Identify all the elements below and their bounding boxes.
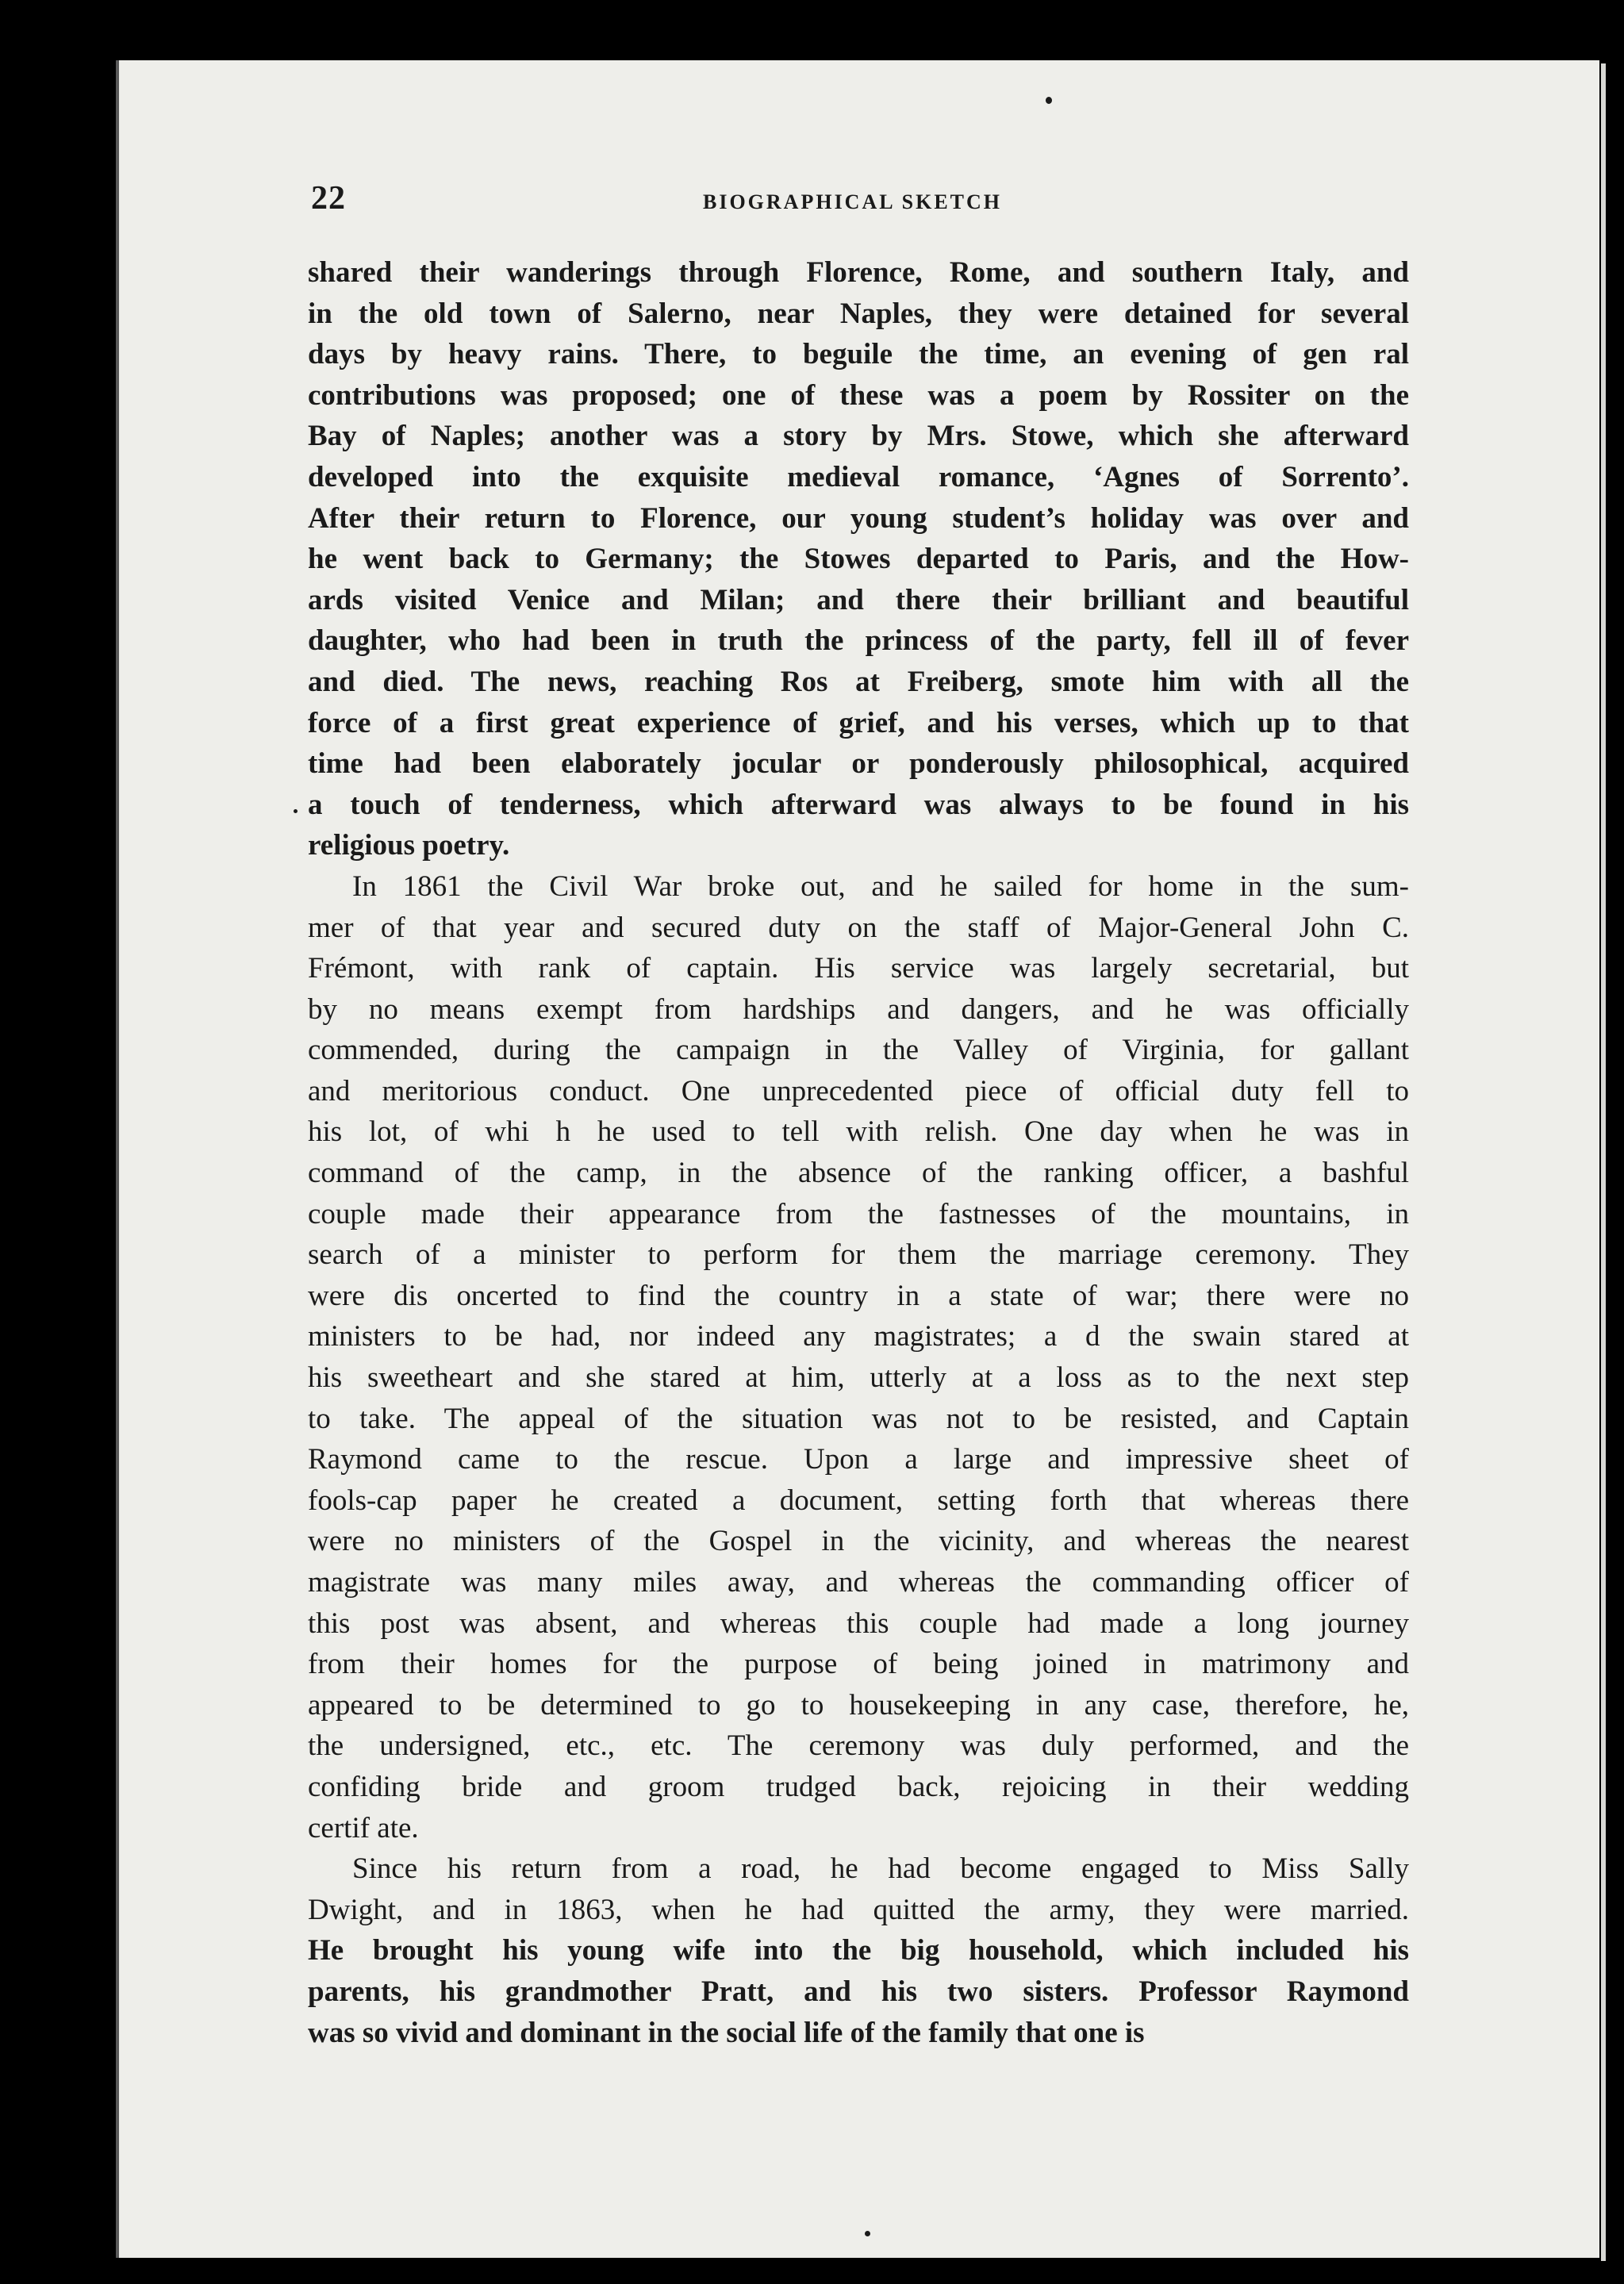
ink-speck: [294, 809, 298, 813]
text-line: to take. The appeal of the situation was not to be resisted, and Captain: [308, 1402, 1409, 1435]
page-right-edge: [1601, 63, 1606, 2261]
text-line: his sweetheart and she stared at him, utterly at a loss as to the next step: [308, 1361, 1409, 1395]
text-line: was so vivid and dominant in the social life of the family that one is: [308, 2016, 1145, 2049]
page-header: [311, 179, 1406, 227]
text-line: He brought his young wife into the big household, which included his: [308, 1934, 1409, 1967]
text-line: the undersigned, etc., etc. The ceremony was duly performed, and the: [308, 1729, 1409, 1763]
text-line: days by heavy rains. There, to beguile the time, an evening of gen ral: [308, 338, 1409, 371]
text-line: mer of that year and secured duty on the staff of Major-General John C.: [308, 911, 1409, 944]
running-head: BIOGRAPHICAL SKETCH: [703, 190, 1003, 213]
text-line: his lot, of whi h he used to tell with relish. One day when he was in: [308, 1115, 1409, 1149]
text-line: In 1861 the Civil War broke out, and he sailed for home in the sum-: [352, 869, 1409, 903]
text-line: Raymond came to the rescue. Upon a large and impressive sheet of: [308, 1443, 1409, 1476]
page-left-edge: [116, 60, 119, 2258]
text-line: fools-cap paper he created a document, setting forth that whereas there: [308, 1484, 1409, 1517]
text-line: time had been elaborately jocular or ponderously philosophical, acquired: [308, 747, 1409, 781]
text-line: and meritorious conduct. One unprecedented piece of official duty fell to: [308, 1074, 1409, 1107]
body-text: [308, 252, 1409, 2053]
text-line: couple made their appearance from the fastnesses of the mountains, in: [308, 1197, 1409, 1230]
text-line: parents, his grandmother Pratt, and his two sisters. Professor Raymond: [308, 1975, 1409, 2008]
text-line: Since his return from a road, he had become engaged to Miss Sally: [352, 1852, 1409, 1886]
paragraph: [308, 252, 1409, 866]
text-line: were dis oncerted to find the country in a state of war; there were no: [308, 1279, 1409, 1312]
text-line: a touch of tenderness, which afterward was always to be found in his: [308, 788, 1409, 821]
text-line: contributions was proposed; one of these was a poem by Rossiter on the: [308, 378, 1409, 412]
paragraph: [308, 1848, 1409, 2053]
text-line: he went back to Germany; the Stowes departed to Paris, and the How-: [308, 543, 1409, 576]
text-line: confiding bride and groom trudged back, rejoicing in their wedding: [308, 1770, 1409, 1803]
page-number: 22: [311, 180, 346, 217]
text-line: search of a minister to perform for them the marriage ceremony. They: [308, 1238, 1409, 1272]
text-line: Bay of Naples; another was a story by Mrs. Stowe, which she afterward: [308, 420, 1409, 453]
text-line: shared their wanderings through Florence, Rome, and southern Italy, and: [308, 256, 1409, 289]
paragraph: [308, 866, 1409, 1848]
text-line: this post was absent, and whereas this couple had made a long journey: [308, 1606, 1409, 1640]
text-line: appeared to be determined to go to housekeeping in any case, therefore, he,: [308, 1688, 1409, 1722]
text-line: magistrate was many miles away, and whereas the commanding officer of: [308, 1566, 1409, 1599]
text-line: in the old town of Salerno, near Naples, they were detained for several: [308, 297, 1409, 330]
text-line: force of a first great experience of grief, and his verses, which up to that: [308, 706, 1409, 739]
text-line: After their return to Florence, our young student’s holiday was over and: [308, 501, 1409, 535]
text-line: were no ministers of the Gospel in the vicinity, and whereas the nearest: [308, 1525, 1409, 1558]
text-line: commended, during the campaign in the Valley of Virginia, for gallant: [308, 1034, 1409, 1067]
text-line: Dwight, and in 1863, when he had quitted the army, they were married.: [308, 1893, 1409, 1926]
text-line: from their homes for the purpose of being joined in matrimony and: [308, 1648, 1409, 1681]
text-line: and died. The news, reaching Ros at Freiberg, smote him with all the: [308, 665, 1409, 698]
ink-speck: [1046, 97, 1052, 104]
text-line: Frémont, with rank of captain. His service was largely secretarial, but: [308, 952, 1409, 985]
ink-speck: [865, 2231, 870, 2236]
text-line: certif ate.: [308, 1811, 419, 1844]
text-line: command of the camp, in the absence of the ranking officer, a bashful: [308, 1157, 1409, 1190]
text-line: developed into the exquisite medieval romance, ‘Agnes of Sorrento’.: [308, 460, 1409, 493]
text-line: by no means exempt from hardships and dangers, and he was officially: [308, 992, 1409, 1026]
text-line: ministers to be had, nor indeed any magistrates; a d the swain stared at: [308, 1320, 1409, 1353]
text-line: ards visited Venice and Milan; and there their brilliant and beautiful: [308, 583, 1409, 616]
text-line: religious poetry.: [308, 829, 510, 862]
text-line: daughter, who had been in truth the princess of the party, fell ill of fever: [308, 624, 1409, 658]
